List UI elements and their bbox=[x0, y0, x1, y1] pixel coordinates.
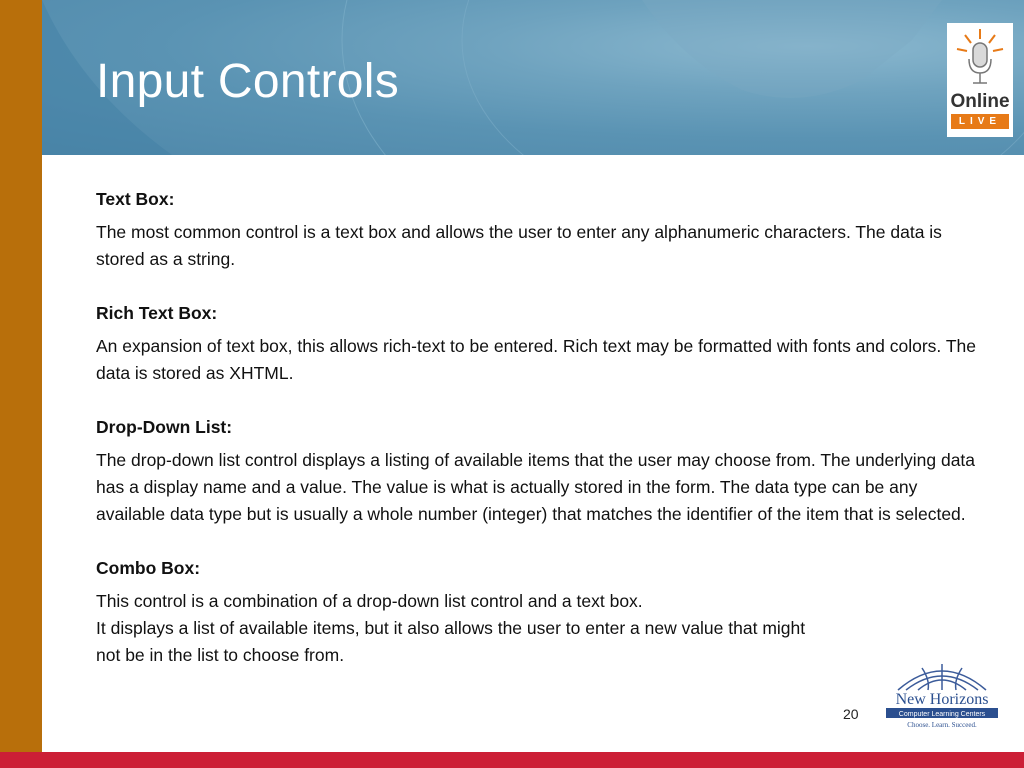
section-drop-down-list bbox=[96, 414, 986, 528]
slide-content bbox=[96, 186, 986, 696]
section-body-line-2: It displays a list of available items, but it also allows the user to enter a new value that might not be in the list to choose from. bbox=[96, 618, 806, 665]
bottom-accent-bar bbox=[0, 752, 1024, 768]
left-accent-bar bbox=[0, 0, 42, 752]
section-heading: Text Box: bbox=[96, 189, 175, 209]
section-text-box bbox=[96, 186, 986, 273]
section-combo-box bbox=[96, 555, 986, 669]
microphone-icon bbox=[947, 25, 1013, 91]
section-body: The drop-down list control displays a listing of available items that the user may choose from. The underlying data has a display name and a value. The value is what is actually stored in the form. The data type can be any available data type but is usually a whole number (integer) that matches the identifier of the item that is selected. bbox=[96, 450, 976, 524]
section-body-line-1: This control is a combination of a drop-down list control and a text box. bbox=[96, 591, 643, 611]
online-live-logo bbox=[947, 23, 1013, 137]
page-number: 20 bbox=[843, 706, 859, 722]
new-horizons-tagline: Choose. Learn. Succeed. bbox=[907, 721, 977, 729]
new-horizons-logo bbox=[878, 660, 1006, 730]
section-body: The most common control is a text box and allows the user to enter any alphanumeric characters. The data is stored as a string. bbox=[96, 222, 942, 269]
section-heading: Rich Text Box: bbox=[96, 303, 218, 323]
section-body: An expansion of text box, this allows rich-text to be entered. Rich text may be formatted with fonts and colors. The data is stored as XHTML. bbox=[96, 336, 976, 383]
live-badge: LIVE bbox=[951, 114, 1009, 129]
new-horizons-name: New Horizons bbox=[895, 691, 989, 708]
section-heading: Combo Box: bbox=[96, 558, 201, 578]
slide-title: Input Controls bbox=[96, 55, 400, 108]
new-horizons-subtitle: Computer Learning Centers bbox=[898, 711, 986, 718]
section-rich-text-box bbox=[96, 300, 986, 387]
online-logo-word: Online bbox=[950, 91, 1010, 112]
globe-icon bbox=[878, 660, 1006, 730]
section-heading: Drop-Down List: bbox=[96, 417, 233, 437]
